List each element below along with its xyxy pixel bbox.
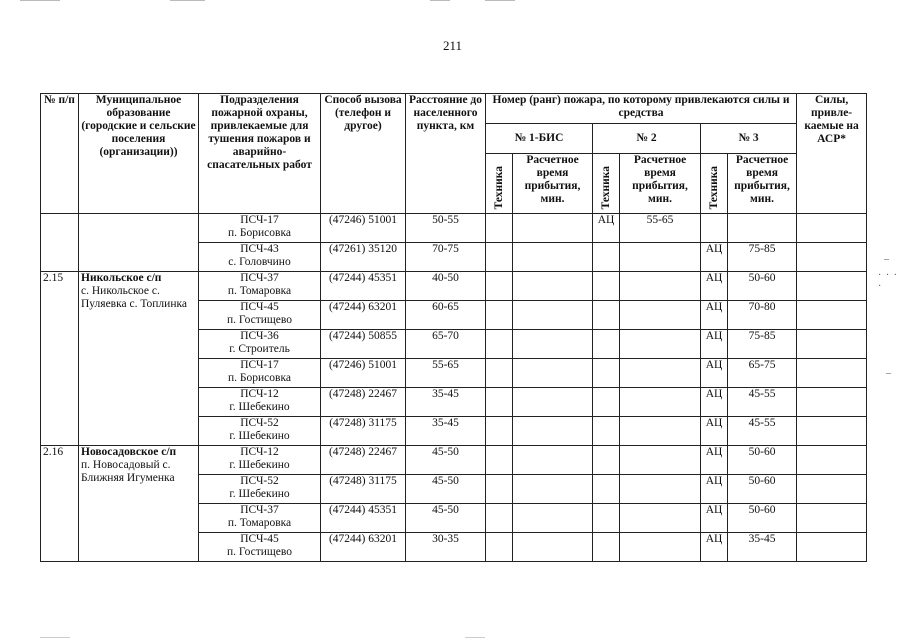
unit-name: ПСЧ-45 xyxy=(240,533,279,545)
r2-equipment xyxy=(593,243,620,272)
r3-equipment: АЦ xyxy=(701,504,728,533)
phone-cell: (47248) 31175 xyxy=(321,417,406,446)
r3-time: 75-85 xyxy=(728,330,797,359)
r3-equipment: АЦ xyxy=(701,446,728,475)
distance-cell: 35-45 xyxy=(406,388,486,417)
unit-name: ПСЧ-12 xyxy=(240,388,279,400)
unit-location: п. Томаровка xyxy=(227,285,292,297)
r2-equipment xyxy=(593,475,620,504)
header-asr: Силы, привле-каемые на АСР* xyxy=(797,94,867,214)
scan-artifact-line xyxy=(40,637,70,638)
r3-equipment xyxy=(701,214,728,243)
r3-equipment: АЦ xyxy=(701,272,728,301)
distance-cell: 45-50 xyxy=(406,446,486,475)
r3-time: 50-60 xyxy=(728,272,797,301)
phone-cell: (47244) 45351 xyxy=(321,504,406,533)
unit-cell xyxy=(199,330,321,359)
r2-time xyxy=(620,388,701,417)
phone-cell: (47244) 45351 xyxy=(321,272,406,301)
asr-cell xyxy=(797,504,867,533)
r2-time xyxy=(620,504,701,533)
unit-cell xyxy=(199,446,321,475)
r3-time: 50-60 xyxy=(728,475,797,504)
unit-location: г. Шебекино xyxy=(229,430,290,442)
r2-equipment xyxy=(593,330,620,359)
r2-time xyxy=(620,417,701,446)
distance-cell: 60-65 xyxy=(406,301,486,330)
distance-cell: 45-50 xyxy=(406,504,486,533)
phone-cell: (47244) 50855 xyxy=(321,330,406,359)
unit-name: ПСЧ-45 xyxy=(240,301,279,313)
r3-equipment: АЦ xyxy=(701,388,728,417)
unit-location: г. Шебекино xyxy=(229,401,290,413)
page-number: 211 xyxy=(442,38,463,53)
margin-mark: – xyxy=(886,368,892,379)
unit-location: п. Гостищево xyxy=(227,314,292,326)
unit-name: ПСЧ-17 xyxy=(240,359,279,371)
r1-equipment xyxy=(486,533,513,562)
unit-cell xyxy=(199,301,321,330)
r1-equipment xyxy=(486,359,513,388)
asr-cell xyxy=(797,359,867,388)
scan-artifact-line xyxy=(170,0,205,1)
unit-cell xyxy=(199,243,321,272)
asr-cell xyxy=(797,446,867,475)
header-rank1: № 1-БИС xyxy=(486,124,593,154)
r2-time xyxy=(620,533,701,562)
r2-equipment xyxy=(593,301,620,330)
r3-time: 45-55 xyxy=(728,417,797,446)
distance-cell: 55-65 xyxy=(406,359,486,388)
group-num: 2.16 xyxy=(41,446,79,562)
unit-location: с. Головчино xyxy=(228,256,291,268)
header-call-method: Способ вызова (телефон и другое) xyxy=(321,94,406,214)
distance-cell: 35-45 xyxy=(406,417,486,446)
phone-cell: (47246) 51001 xyxy=(321,359,406,388)
asr-cell xyxy=(797,330,867,359)
r2-time xyxy=(620,446,701,475)
distance-cell: 45-50 xyxy=(406,475,486,504)
r1-equipment xyxy=(486,475,513,504)
group-num: 2.15 xyxy=(41,272,79,446)
distance-cell: 30-35 xyxy=(406,533,486,562)
r2-equipment: АЦ xyxy=(593,214,620,243)
unit-name: ПСЧ-36 xyxy=(240,330,279,342)
group-places: п. Новосадовый с. Ближняя Игуменка xyxy=(81,459,175,484)
r1-equipment xyxy=(486,301,513,330)
scan-artifact-line xyxy=(20,0,60,1)
asr-cell xyxy=(797,214,867,243)
r2-time xyxy=(620,301,701,330)
r2-time: 55-65 xyxy=(620,214,701,243)
header-municipality: Муниципальное образование (городские и сельские поселения (организации)) xyxy=(79,94,199,214)
scan-artifact-line xyxy=(430,0,450,1)
table-row xyxy=(41,446,867,475)
r1-time xyxy=(513,272,593,301)
r3-time: 35-45 xyxy=(728,533,797,562)
margin-mark: · · · · xyxy=(878,270,898,292)
header-num: № п/п xyxy=(41,94,79,214)
r3-equipment: АЦ xyxy=(701,359,728,388)
header-equipment-2 xyxy=(593,154,620,214)
unit-cell xyxy=(199,272,321,301)
unit-cell xyxy=(199,475,321,504)
r2-equipment xyxy=(593,446,620,475)
unit-location: п. Гостищево xyxy=(227,546,292,558)
header-rank3: № 3 xyxy=(701,124,797,154)
r3-equipment: АЦ xyxy=(701,301,728,330)
unit-location: п. Борисовка xyxy=(228,372,291,384)
r1-time xyxy=(513,330,593,359)
r2-equipment xyxy=(593,504,620,533)
group-name: Новосадовское с/п xyxy=(81,446,177,458)
header-equipment-label: Техника xyxy=(707,165,720,209)
phone-cell: (47246) 51001 xyxy=(321,214,406,243)
r1-equipment xyxy=(486,504,513,533)
r2-time xyxy=(620,330,701,359)
r1-equipment xyxy=(486,272,513,301)
asr-cell xyxy=(797,417,867,446)
group-name: Никольское с/п xyxy=(81,272,162,284)
phone-cell: (47244) 63201 xyxy=(321,533,406,562)
r3-equipment: АЦ xyxy=(701,330,728,359)
group-name-cell xyxy=(79,272,199,446)
header-rank2: № 2 xyxy=(593,124,701,154)
unit-cell xyxy=(199,388,321,417)
unit-name: ПСЧ-37 xyxy=(240,504,279,516)
r3-time: 70-80 xyxy=(728,301,797,330)
scan-artifact-line xyxy=(485,0,515,1)
unit-cell xyxy=(199,214,321,243)
r1-time xyxy=(513,243,593,272)
scan-artifact-line xyxy=(465,637,485,638)
r1-equipment xyxy=(486,417,513,446)
distance-cell: 40-50 xyxy=(406,272,486,301)
r1-equipment xyxy=(486,214,513,243)
r2-equipment xyxy=(593,388,620,417)
r1-equipment xyxy=(486,243,513,272)
distance-cell: 70-75 xyxy=(406,243,486,272)
header-arrival-2: Расчетное время прибытия, мин. xyxy=(620,154,701,214)
r1-time xyxy=(513,446,593,475)
r1-time xyxy=(513,504,593,533)
r3-time xyxy=(728,214,797,243)
r1-equipment xyxy=(486,446,513,475)
group-name xyxy=(79,214,199,272)
table-row xyxy=(41,214,867,243)
r1-time xyxy=(513,214,593,243)
table-row xyxy=(41,272,867,301)
r2-equipment xyxy=(593,417,620,446)
header-arrival-1: Расчетное время прибытия, мин. xyxy=(513,154,593,214)
asr-cell xyxy=(797,243,867,272)
header-distance: Расстояние до населенного пункта, км xyxy=(406,94,486,214)
r1-time xyxy=(513,417,593,446)
unit-location: г. Шебекино xyxy=(229,459,290,471)
r3-equipment: АЦ xyxy=(701,475,728,504)
r1-time xyxy=(513,475,593,504)
asr-cell xyxy=(797,388,867,417)
r3-time: 50-60 xyxy=(728,504,797,533)
r3-time: 45-55 xyxy=(728,388,797,417)
r1-equipment xyxy=(486,388,513,417)
distance-cell: 65-70 xyxy=(406,330,486,359)
r1-time xyxy=(513,359,593,388)
phone-cell: (47248) 31175 xyxy=(321,475,406,504)
phone-cell: (47248) 22467 xyxy=(321,446,406,475)
header-arrival-3: Расчетное время прибытия, мин. xyxy=(728,154,797,214)
r1-time xyxy=(513,388,593,417)
unit-name: ПСЧ-37 xyxy=(240,272,279,284)
group-num xyxy=(41,214,79,272)
asr-cell xyxy=(797,475,867,504)
r1-time xyxy=(513,533,593,562)
unit-name: ПСЧ-52 xyxy=(240,417,279,429)
asr-cell xyxy=(797,533,867,562)
fire-resources-table xyxy=(40,93,867,562)
unit-location: г. Строитель xyxy=(229,343,290,355)
r2-equipment xyxy=(593,272,620,301)
unit-name: ПСЧ-43 xyxy=(240,243,279,255)
r2-equipment xyxy=(593,359,620,388)
r3-equipment: АЦ xyxy=(701,243,728,272)
unit-cell xyxy=(199,359,321,388)
header-equipment-label: Техника xyxy=(599,165,612,209)
unit-name: ПСЧ-52 xyxy=(240,475,279,487)
phone-cell: (47261) 35120 xyxy=(321,243,406,272)
group-name-cell xyxy=(79,446,199,562)
margin-mark: – xyxy=(884,254,890,265)
r2-time xyxy=(620,359,701,388)
distance-cell: 50-55 xyxy=(406,214,486,243)
r3-equipment: АЦ xyxy=(701,533,728,562)
header-units: Подразделения пожарной охраны, привлекаемые для тушения пожаров и аварийно-спасательных работ xyxy=(199,94,321,214)
r2-time xyxy=(620,475,701,504)
group-places: с. Никольское с. Пуляевка с. Топлинка xyxy=(81,285,187,310)
r1-time xyxy=(513,301,593,330)
header-equipment-label: Техника xyxy=(492,165,505,209)
asr-cell xyxy=(797,272,867,301)
r3-time: 75-85 xyxy=(728,243,797,272)
phone-cell: (47248) 22467 xyxy=(321,388,406,417)
r3-time: 50-60 xyxy=(728,446,797,475)
unit-cell xyxy=(199,533,321,562)
r2-equipment xyxy=(593,533,620,562)
unit-name: ПСЧ-17 xyxy=(240,214,279,226)
unit-name: ПСЧ-12 xyxy=(240,446,279,458)
r2-time xyxy=(620,272,701,301)
header-equipment-1 xyxy=(486,154,513,214)
unit-location: п. Томаровка xyxy=(227,517,292,529)
unit-cell xyxy=(199,417,321,446)
unit-cell xyxy=(199,504,321,533)
unit-location: п. Борисовка xyxy=(228,227,291,239)
phone-cell: (47244) 63201 xyxy=(321,301,406,330)
r3-time: 65-75 xyxy=(728,359,797,388)
header-equipment-3 xyxy=(701,154,728,214)
r3-equipment: АЦ xyxy=(701,417,728,446)
unit-location: г. Шебекино xyxy=(229,488,290,500)
asr-cell xyxy=(797,301,867,330)
r1-equipment xyxy=(486,330,513,359)
header-rank-group: Номер (ранг) пожара, по которому привлекаются силы и средства xyxy=(486,94,797,124)
r2-time xyxy=(620,243,701,272)
